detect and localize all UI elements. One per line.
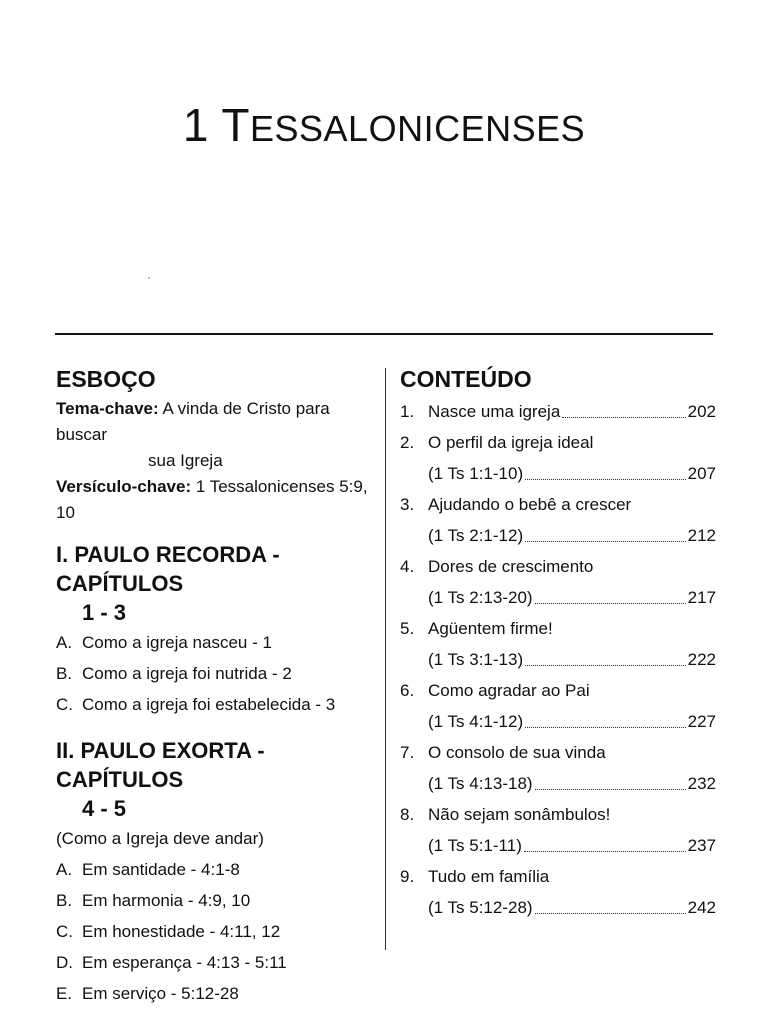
contents-item	[400, 551, 716, 582]
horizontal-rule	[55, 333, 713, 335]
part1-title: I. PAULO RECORDA - CAPÍTULOS	[56, 542, 280, 596]
part2-heading	[56, 736, 372, 823]
contents-item	[400, 427, 716, 458]
outline-item	[56, 978, 372, 1009]
contents-item-reference-line	[400, 520, 716, 551]
key-verse	[56, 474, 372, 526]
contents-item-reference-line	[400, 582, 716, 613]
outline-item-text: Como a igreja foi nutrida - 2	[82, 664, 292, 683]
title-rest: ESSALONICENSES	[250, 108, 586, 149]
dot-leader	[524, 830, 686, 852]
outline-item-letter: C.	[56, 695, 73, 714]
contents-item-reference-line	[400, 706, 716, 737]
outline-item-text: Em serviço - 5:12-28	[82, 984, 239, 1003]
outline-item-text: Em esperança - 4:13 - 5:11	[82, 953, 287, 972]
contents-item-title: Como agradar ao Pai	[428, 681, 590, 700]
dot-leader	[525, 644, 686, 666]
key-verse-value: 1 Tessalonicenses 5:9, 10	[56, 477, 368, 522]
contents-item-number: 3.	[400, 495, 415, 514]
contents-item-page: 207	[687, 464, 716, 483]
outline-item-letter: B.	[56, 664, 73, 683]
contents-item-title: Agüentem firme!	[428, 619, 553, 638]
contents-item-reference: (1 Ts 1:1-10)	[428, 464, 524, 483]
contents-item-title: O perfil da igreja ideal	[428, 433, 594, 452]
contents-item-reference-line	[400, 830, 716, 861]
part2-note: (Como a Igreja deve andar)	[56, 829, 264, 848]
contents-item	[400, 675, 716, 706]
contents-item-number: 5.	[400, 619, 415, 638]
outline-item-letter: D.	[56, 953, 73, 972]
contents-item-reference: (1 Ts 4:1-12)	[428, 712, 524, 731]
outline-item-text: Como a igreja nasceu - 1	[82, 633, 272, 652]
outline-item-letter: E.	[56, 984, 73, 1003]
dot-leader	[562, 396, 685, 418]
dot-leader	[535, 582, 686, 604]
dot-leader	[525, 520, 686, 542]
contents-item-reference: (1 Ts 3:1-13)	[428, 650, 524, 669]
contents-item-number: 8.	[400, 805, 415, 824]
contents-column	[400, 364, 716, 923]
part2-list	[56, 854, 372, 1009]
part2-subtitle: 4 - 5	[82, 796, 127, 821]
contents-item-page: 227	[687, 712, 716, 731]
contents-item-title: Não sejam sonâmbulos!	[428, 805, 611, 824]
outline-item	[56, 916, 372, 947]
outline-item-letter: A.	[56, 860, 73, 879]
contents-item-page: 217	[687, 588, 716, 607]
contents-item-page: 222	[687, 650, 716, 669]
contents-item	[400, 613, 716, 644]
contents-item-page: 237	[687, 836, 716, 855]
contents-item-page: 202	[687, 402, 716, 421]
contents-item-number: 2.	[400, 433, 415, 452]
contents-item-title: Ajudando o bebê a crescer	[428, 495, 632, 514]
key-theme-value: A vinda de Cristo para buscar	[56, 399, 330, 444]
outline-item-text: Em santidade - 4:1-8	[82, 860, 240, 879]
outline-item	[56, 627, 372, 658]
contents-item-page: 212	[687, 526, 716, 545]
outline-column	[56, 364, 372, 1009]
contents-item-number: 7.	[400, 743, 415, 762]
contents-item-title: O consolo de sua vinda	[428, 743, 606, 762]
contents-item-reference: (1 Ts 5:1-11)	[428, 836, 522, 855]
contents-item	[400, 861, 716, 892]
contents-item-number: 4.	[400, 557, 415, 576]
outline-item-letter: B.	[56, 891, 73, 910]
outline-item	[56, 854, 372, 885]
contents-item-reference-line	[400, 768, 716, 799]
contents-item-reference: (1 Ts 2:1-12)	[428, 526, 524, 545]
outline-item	[56, 689, 372, 720]
outline-item-text: Em honestidade - 4:11, 12	[82, 922, 281, 941]
contents-item-number: 9.	[400, 867, 415, 886]
contents-item-reference-line	[400, 892, 716, 923]
part1-heading	[56, 540, 372, 627]
contents-item	[400, 489, 716, 520]
contents-item-title: Dores de crescimento	[428, 557, 594, 576]
dot-leader	[525, 458, 686, 480]
contents-heading: CONTEÚDO	[400, 366, 532, 392]
contents-item	[400, 799, 716, 830]
column-divider	[385, 368, 386, 950]
outline-item-letter: A.	[56, 633, 73, 652]
key-theme	[56, 396, 372, 448]
outline-item-letter: C.	[56, 922, 73, 941]
outline-item-text: Em harmonia - 4:9, 10	[82, 891, 251, 910]
outline-item-text: Como a igreja foi estabelecida - 3	[82, 695, 336, 714]
outline-item	[56, 947, 372, 978]
contents-item-number: 1.	[400, 402, 415, 421]
contents-item-title: Tudo em família	[428, 867, 550, 886]
key-theme-cont: sua Igreja	[148, 451, 223, 470]
dot-leader	[535, 892, 686, 914]
dot-leader	[535, 768, 686, 790]
contents-item-page: 242	[687, 898, 716, 917]
contents-item-reference-line	[400, 458, 716, 489]
key-verse-label: Versículo-chave:	[56, 477, 192, 496]
contents-item-page: 232	[687, 774, 716, 793]
contents-item	[400, 396, 716, 427]
outline-heading: ESBOÇO	[56, 366, 156, 392]
contents-item	[400, 737, 716, 768]
contents-item-title: Nasce uma igreja	[428, 402, 561, 421]
part1-subtitle: 1 - 3	[82, 600, 127, 625]
title-first: 1 T	[182, 99, 250, 151]
contents-item-reference: (1 Ts 5:12-28)	[428, 898, 533, 917]
contents-item-number: 6.	[400, 681, 415, 700]
outline-item	[56, 658, 372, 689]
contents-item-reference: (1 Ts 4:13-18)	[428, 774, 533, 793]
speck	[148, 277, 150, 279]
key-theme-label: Tema-chave:	[56, 399, 159, 418]
outline-item	[56, 885, 372, 916]
contents-item-reference: (1 Ts 2:13-20)	[428, 588, 533, 607]
dot-leader	[525, 706, 686, 728]
part1-list	[56, 627, 372, 720]
contents-list	[400, 396, 716, 923]
part2-title: II. PAULO EXORTA - CAPÍTULOS	[56, 738, 265, 792]
contents-item-reference-line	[400, 644, 716, 675]
page-title	[0, 98, 768, 152]
